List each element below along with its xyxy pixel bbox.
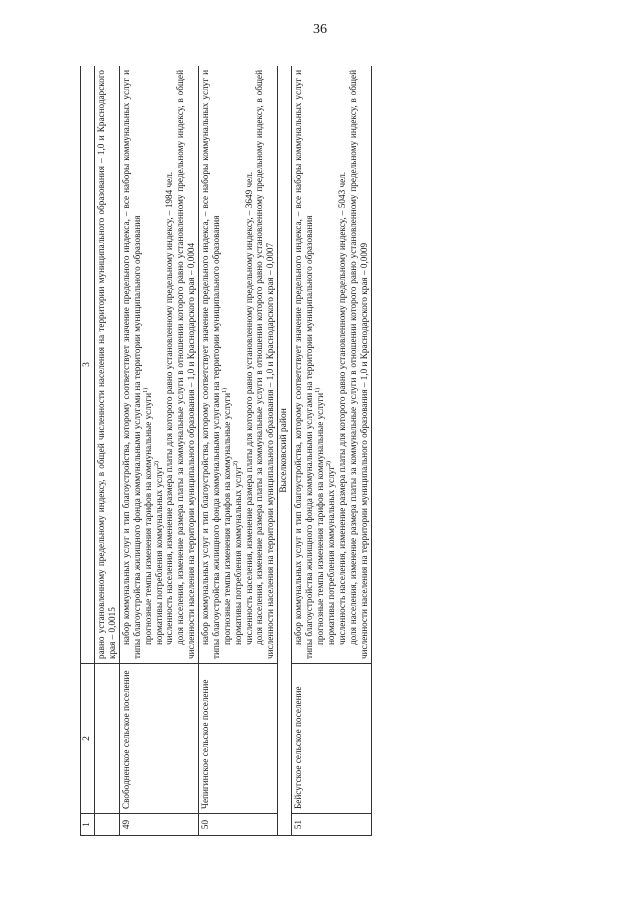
table-row	[292, 66, 371, 836]
cell-empty	[95, 664, 120, 814]
header-col-3: 3	[81, 66, 95, 664]
page-number: 36	[313, 22, 327, 37]
tariff-text: прогнозные темпы изменения тарифов на коммунальные услуги	[315, 392, 326, 645]
settlement-name: Чепигинское сельское поселение	[199, 664, 278, 814]
cell-empty	[95, 814, 120, 836]
district-name: Выселковский район	[278, 66, 292, 836]
desc-population: численность населения, изменение размера платы для которого равно установленному предельному индексу, – 5043 чел.	[336, 171, 347, 645]
desc-tariff-rates	[315, 70, 326, 659]
desc-service-set: набор коммунальных услуг и тип благоустройства, которому соответствует значение предельного индекса, – все наборы коммунальных услуг и типы благоустройства жилищного фонда коммунальными услугами на территории муниципального образования	[200, 70, 221, 659]
desc-population-share: доля населения, изменение размера платы за коммунальные услуги в отношении которого равно установленному предельному индексу, в общей численности населения на территории муниципального образования – 1,0 и Краснодарского края – 0,0007	[254, 70, 276, 659]
desc-population: численность населения, изменение размера платы для которого равно установленному предельному индексу, – 3649 чел.	[243, 171, 254, 645]
footnote-mark: 2)	[232, 460, 239, 466]
settlement-name: Бейсугское сельское поселение	[292, 664, 371, 814]
continuation-cell	[95, 66, 120, 664]
district-row	[278, 66, 292, 836]
table-row-continuation	[95, 66, 120, 836]
description-cell	[119, 66, 198, 664]
table-header-row	[81, 66, 95, 836]
description-cell	[199, 66, 278, 664]
norms-text: нормативы потребления коммунальных услуг	[232, 465, 243, 645]
header-col-2: 2	[81, 664, 95, 814]
desc-consumption-norms	[154, 70, 165, 659]
settlement-name: Свободненское сельское поселение	[119, 664, 198, 814]
desc-service-set: набор коммунальных услуг и тип благоустройства, которому соответствует значение предельного индекса, – все наборы коммунальных услуг и типы благоустройства жилищного фонда коммунальными услугами на территории муниципального образования	[120, 70, 142, 659]
table-row	[119, 66, 198, 836]
rotated-table-area	[80, 66, 572, 836]
norms-text: нормативы потребления коммунальных услуг	[153, 465, 164, 645]
desc-consumption-norms	[326, 70, 337, 659]
row-number: 49	[119, 814, 198, 836]
desc-population: численность населения, изменение размера платы для которого равно установленному предельному индексу, – 1984 чел.	[164, 171, 175, 645]
row-number: 50	[199, 814, 278, 836]
tariff-text: прогнозные темпы изменения тарифов на коммунальные услуги	[221, 392, 232, 645]
desc-population-share: доля населения, изменение размера платы за коммунальные услуги в отношении которого равно установленному предельному индексу, в общей численности населения на территории муниципального образования – 1,0 и Краснодарского края – 0,0004	[175, 70, 197, 659]
description-cell	[292, 66, 371, 664]
continuation-text: равно установленному предельному индексу, в общей численности населения на территории муниципального образования – 1,0 и Краснодарского края – 0,0015	[96, 70, 118, 659]
row-number: 51	[292, 814, 371, 836]
header-col-1: 1	[81, 814, 95, 836]
footnote-mark: 1)	[142, 387, 149, 393]
desc-tariff-rates	[222, 70, 233, 659]
tariff-text: прогнозные темпы изменения тарифов на коммунальные услуги	[142, 392, 153, 645]
desc-consumption-norms	[233, 70, 244, 659]
footnote-mark: 2)	[153, 460, 160, 466]
rotated-table-container	[80, 66, 572, 836]
table-row	[199, 66, 278, 836]
desc-tariff-rates	[143, 70, 154, 659]
footnote-mark: 2)	[326, 460, 333, 466]
norms-text: нормативы потребления коммунальных услуг	[326, 465, 337, 645]
footnote-mark: 1)	[315, 387, 322, 393]
tariff-table	[80, 66, 372, 836]
desc-population-share: доля населения, изменение размера платы за коммунальные услуги в отношении которого равно установленному предельному индексу, в общей численности населения на территории муниципального образования – 1,0 и Краснодарского края – 0,0009	[347, 70, 369, 659]
footnote-mark: 1)	[221, 387, 228, 393]
desc-service-set: набор коммунальных услуг и тип благоустройства, которому соответствует значение предельного индекса, – все наборы коммунальных услуг и типы благоустройства жилищного фонда коммунальными услугами на территории муниципального образования	[293, 70, 315, 659]
